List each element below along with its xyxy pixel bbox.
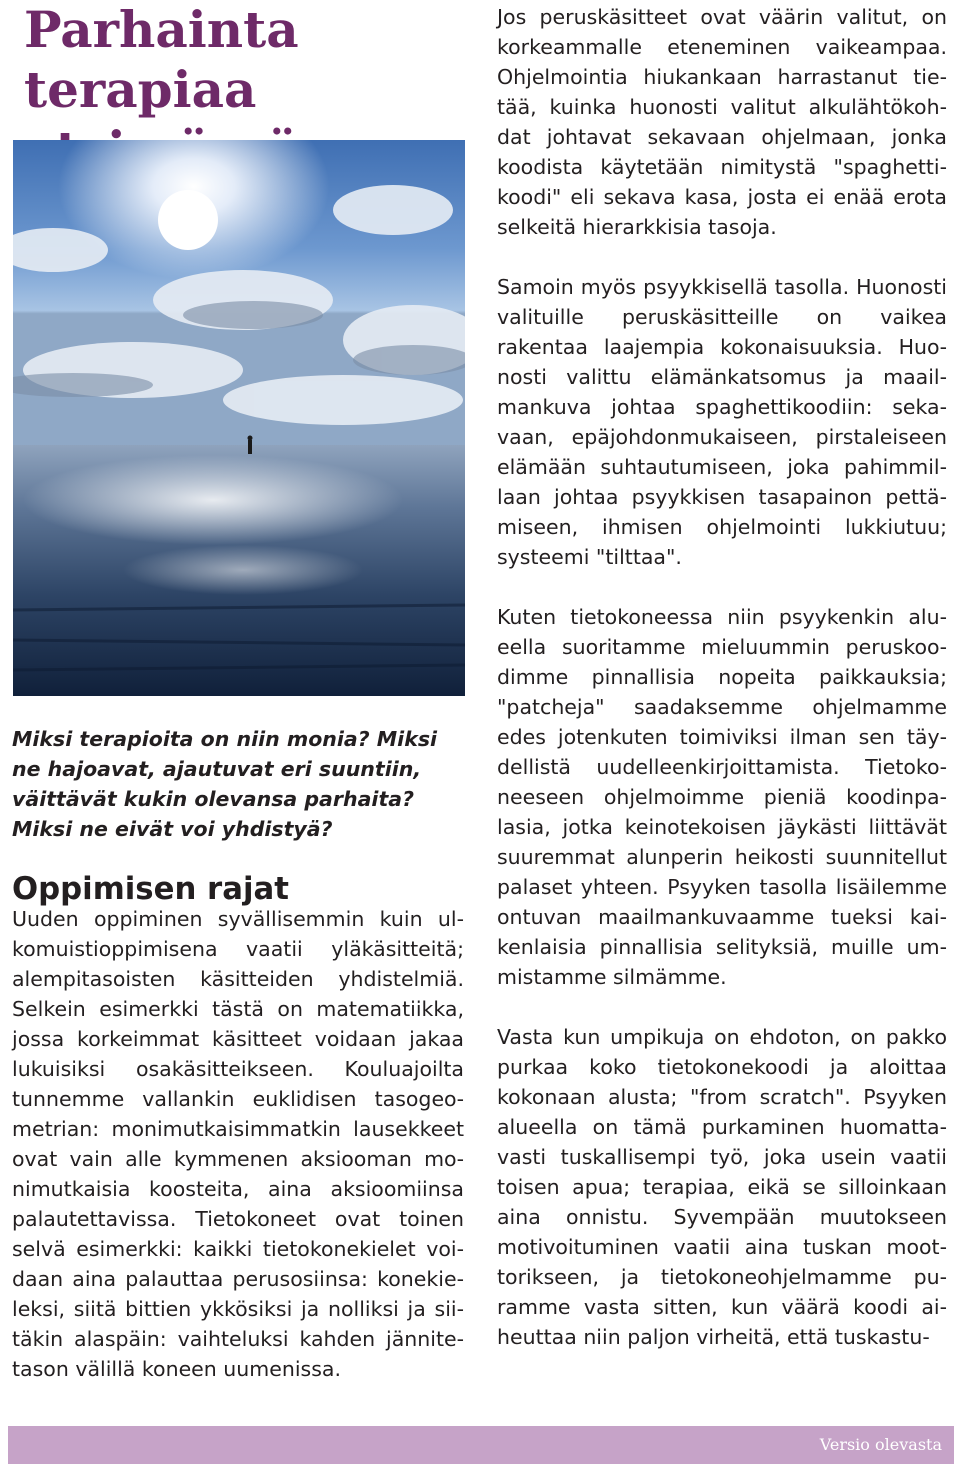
left-column [12, 724, 464, 1384]
footer-bar [8, 1426, 954, 1464]
footer-label: Versio olevasta [819, 1435, 942, 1454]
right-paragraph-4: Vasta kun umpikuja on ehdoton, on pakko purkaa koko tietokonekoodi ja aloittaa kokonaan alusta; "from scratch". Psyyken alueella on tämä purkaminen huomattavasti tuskallisempi työ, joka usein vaatii toisen apua; terapiaa, eikä se silloinkaan aina onnistu. Syvempään muutokseen motivoituminen vaatii aina tuskan moottorikseen, ja tietokoneohjelmamme puramme vasta sitten, kun väärä koodi aiheuttaa niin paljon virheitä, että tuskastu- [497, 1025, 947, 1349]
left-paragraph: Uuden oppiminen syvällisemmin kuin ulkomuistioppimisena vaatii yläkäsitteitä; alempitasoisten käsitteiden yhdistelmiä. Selkein esimerkki tästä on matematiikka, jossa korkeimmat käsitteet voidaan jakaa lukuisiksi osakäsitteikseen. Kouluajoilta tunnemme vallankin euklidisen tasogeometrian: monimutkaisimmatkin lausekkeet ovat vain alle kymmenen aksiooman monimutkaisia koosteita, aina aksioomiinsa palautettavissa. Tietokoneet ovat toinen selvä esimerkki: kaikki tietokonekielet voidaan aina palauttaa perusosiinsa: konekieleksi, siitä bittien ykkösiksi ja nolliksi ja siitäkin alaspäin: vaihteluksi kahden jännitetason välillä koneen uumenissa. [12, 907, 464, 1381]
article-intro: Miksi terapioita on niin monia? Miksi ne hajoavat, ajautuvat eri suuntiin, väittävät kukin olevansa parhaita? Miksi ne eivät voi yhdistyä? [12, 727, 438, 841]
right-paragraph-1: Jos peruskäsitteet ovat väärin valitut, on korkeammalle eteneminen vaikeampaa. Ohjelmointia hiukankaan harrastanut tietää, kuinka huonosti valitut alkulähtökohdat johtavat sekavaan ohjelmaan, jonka koodista käytetään nimitystä "spaghettikoodi" eli sekava kasa, josta ei enää erota selkeitä hierarkkisia tasoja. [497, 5, 947, 239]
right-paragraph-2: Samoin myös psyykkisellä tasolla. Huonosti valituille peruskäsitteille on vaikea rakentaa laajempia kokonaisuuksia. Huonosti valittu elämänkatsomus ja maailmankuva johtaa spaghettikoodiin: sekavaan, epäjohdonmukaiseen, pirstaleiseen elämään suhtautumiseen, joka pahimmillaan johtaa psyykkisen tasapainon pettämiseen, ihmisen ohjelmointi lukkiutuu; systeemi "tilttaa". [497, 275, 947, 569]
article-title: Parhainta terapiaa [24, 0, 299, 119]
section-heading: Oppimisen rajat [12, 871, 289, 907]
right-paragraph-3: Kuten tietokoneessa niin psyykenkin alueella suoritamme mieluummin peruskoodimme pinnallisia nopeita paikkauksia; "patcheja" saadaksemme ohjelmamme edes jotenkuten toimiviksi ilman sen täydellistä uudelleenkirjoittamista. Tietokoneeseen ohjelmoimme pieniä koodinpalasia, jotka keinotekoisen jäykästi liittävät suuremmat alunperin heikosti suunnitellut palaset yhteen. Psyyken tasolla lisäilemme ontuvan maailmankuvaamme tueksi kaikenlaisia pinnallisia selityksiä, muille ummistamme silmämme. [497, 605, 947, 989]
right-column [497, 2, 947, 1352]
sea-sky-photo [13, 140, 465, 696]
